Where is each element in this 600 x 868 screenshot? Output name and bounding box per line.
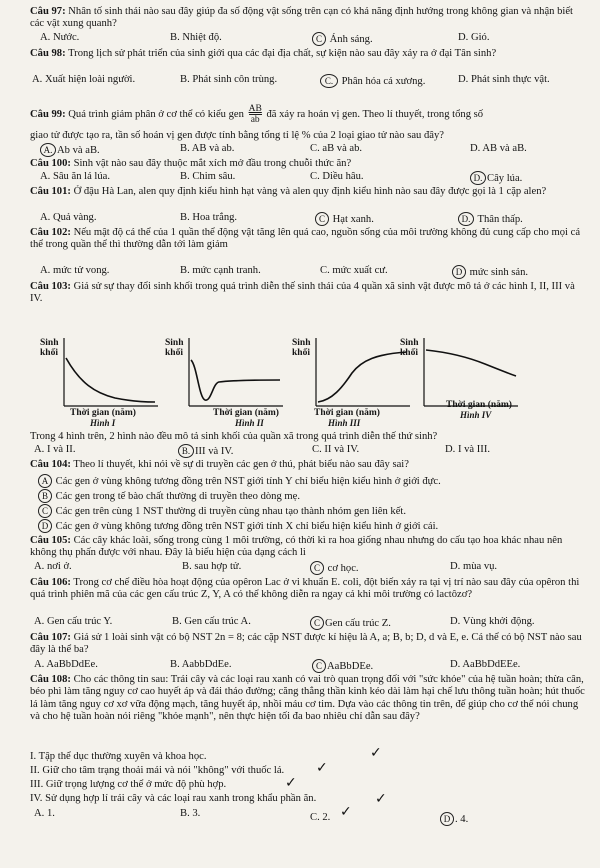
option-d[interactable]: D. I và III. xyxy=(445,444,491,455)
option-a[interactable] xyxy=(38,474,594,488)
option-text: III và IV. xyxy=(195,446,234,457)
answer-circle: C xyxy=(312,32,326,46)
chart-hinh-3 xyxy=(292,338,412,428)
question-98 xyxy=(30,48,586,60)
answer-circle: C xyxy=(312,659,326,673)
chart-hinh-4 xyxy=(400,338,520,423)
question-105 xyxy=(30,535,586,560)
y-label-line2: khối xyxy=(400,348,418,358)
question-text: Quá trình giảm phân ở cơ thể có kiểu gen xyxy=(68,108,244,120)
question-text: Nhân tố sinh thái nào sau đây giúp đa số động vật sống trên cạn có khả năng định hướng trong không gian và nhận biết các vật xung quanh? xyxy=(30,6,574,30)
option-d[interactable] xyxy=(38,519,594,533)
answer-circle: D xyxy=(440,812,454,826)
question-number: Câu 100: xyxy=(30,158,71,169)
answer-circle: B. xyxy=(178,444,194,458)
answer-circle: A. xyxy=(40,143,56,157)
answer-circle: C xyxy=(315,212,329,226)
option-c[interactable] xyxy=(310,616,391,630)
option-a[interactable]: A. Sâu ăn lá lúa. xyxy=(40,171,111,182)
question-100 xyxy=(30,158,586,170)
question-text-cont: đã xảy ra hoán vị gen. Theo lí thuyết, trong tổng số xyxy=(266,108,484,120)
option-text: mức sinh sản. xyxy=(469,267,529,278)
option-b[interactable]: B. 3. xyxy=(180,808,201,819)
question-106 xyxy=(30,577,586,602)
y-label-line2: khối xyxy=(40,348,58,358)
option-a[interactable]: A. Xuất hiện loài người. xyxy=(32,74,136,85)
option-b[interactable] xyxy=(178,444,233,458)
options-107 xyxy=(34,659,586,672)
options-100 xyxy=(40,171,586,184)
question-text: Ở đậu Hà Lan, alen quy định kiểu hình hạt vàng và alen quy định kiểu hình nào sau đây được gọi là 1 cặp alen? xyxy=(73,186,547,197)
question-text: Các cây khác loài, sống trong cùng 1 môi trường, có thời kì ra hoa giống nhau nhưng do cấu tạo hoa khác nhau nên không thụ phấn được với nhau. Đây là biểu hiện của dạng cách li xyxy=(30,535,563,559)
option-c[interactable]: C. Diều hâu. xyxy=(310,171,364,182)
option-b[interactable]: B. sau hợp tử. xyxy=(182,561,242,572)
y-label-line1: Sinh xyxy=(292,338,311,348)
option-text: . 4. xyxy=(455,814,469,825)
option-d[interactable]: D. AB và aB. xyxy=(470,143,527,154)
option-b[interactable]: B. Gen cấu trúc A. xyxy=(172,616,251,627)
answer-circle: C xyxy=(310,616,324,630)
option-c[interactable]: C. II và IV. xyxy=(312,444,360,455)
option-text: Phân hóa cá xương. xyxy=(341,76,426,87)
question-number: Câu 101: xyxy=(30,186,71,197)
option-d[interactable] xyxy=(452,265,528,279)
statement-1: I. Tập thể dục thường xuyên và khoa học. xyxy=(30,751,207,762)
option-text: Hạt xanh. xyxy=(332,214,374,225)
question-number: Câu 104: xyxy=(30,459,71,470)
answer-circle: C. xyxy=(320,74,338,88)
option-c[interactable] xyxy=(315,212,374,226)
option-c[interactable]: C. 2. xyxy=(310,812,331,823)
answer-circle: D. xyxy=(458,212,474,226)
option-c[interactable] xyxy=(312,659,373,673)
option-d[interactable] xyxy=(440,812,468,826)
option-text: Các gen ở vùng không tương đồng trên NST giới tính X chỉ biểu hiện kiểu hình ở giới cái. xyxy=(55,521,439,532)
option-text: AaBbDEe. xyxy=(327,661,374,672)
option-text: Gen cấu trúc Z. xyxy=(325,618,391,629)
answer-circle: D xyxy=(452,265,466,279)
option-a[interactable]: A. I và II. xyxy=(34,444,76,455)
option-b[interactable] xyxy=(38,489,594,503)
question-99 xyxy=(30,104,586,125)
option-b[interactable]: B. AabbDdEe. xyxy=(170,659,232,670)
statement-2: II. Giữ cho tâm trạng thoải mái và nói "không" với thuốc lá. xyxy=(30,765,285,776)
figure-label: Hình I xyxy=(90,418,116,428)
option-d[interactable]: D. Phát sinh thực vật. xyxy=(458,74,550,85)
y-label-line1: Sinh xyxy=(40,338,59,348)
option-d[interactable]: D. Vùng khởi động. xyxy=(450,616,535,627)
answer-circle: C xyxy=(38,504,52,518)
question-text: Sinh vật nào sau đây thuộc mắt xích mở đầu trong chuỗi thức ăn? xyxy=(73,158,352,169)
question-number: Câu 102: xyxy=(30,227,71,238)
option-text: Các gen trong tế bào chất thường di truyền theo dòng mẹ. xyxy=(55,491,301,502)
option-a[interactable]: A. Gen cấu trúc Y. xyxy=(34,616,113,627)
question-number: Câu 107: xyxy=(30,632,71,643)
question-104 xyxy=(30,459,586,471)
option-c[interactable]: C. aB và ab. xyxy=(310,143,363,154)
check-mark-icon: ✓ xyxy=(340,804,352,820)
series-line xyxy=(66,358,155,402)
option-text: cơ học. xyxy=(327,563,359,574)
option-a[interactable]: A. nơi ở. xyxy=(34,561,72,572)
option-b[interactable]: B. mức cạnh tranh. xyxy=(180,265,261,276)
options-101 xyxy=(40,212,586,225)
chart-hinh-1 xyxy=(40,338,160,428)
check-mark-icon: ✓ xyxy=(370,745,382,761)
question-103-text2: Trong 4 hình trên, 2 hình nào đều mô tả sinh khối của quần xã trong quá trình diễn thế thứ sinh? xyxy=(30,431,438,442)
option-d[interactable] xyxy=(470,171,522,185)
figure-label: Hình II xyxy=(235,418,264,428)
options-99 xyxy=(40,143,586,156)
y-label-line2: khối xyxy=(292,348,310,358)
answer-circle: D. xyxy=(470,171,486,185)
check-mark-icon: ✓ xyxy=(316,760,328,776)
option-c[interactable]: C. mức xuất cư. xyxy=(320,265,388,276)
question-number: Câu 105: xyxy=(30,535,71,546)
option-b[interactable]: B. Phát sinh côn trùng. xyxy=(180,74,278,85)
option-d[interactable] xyxy=(458,212,523,226)
question-number: Câu 106: xyxy=(30,577,71,588)
option-text: Các gen ở vùng không tương đồng trên NST giới tính Y chỉ biểu hiện kiểu hình ở giới đực. xyxy=(55,476,441,487)
question-number: Câu 98: xyxy=(30,48,66,59)
question-number: Câu 99: xyxy=(30,108,66,120)
figure-label: Hình III xyxy=(328,418,361,428)
fraction-numerator: AB xyxy=(248,104,262,114)
answer-circle: C xyxy=(310,561,324,575)
question-text: Giả sử 1 loài sinh vật có bộ NST 2n = 8; các cặp NST được kí hiệu là A, a; B, b; D, d và E, e. Cá thể có bộ NST nào sau đây là thể ba? xyxy=(30,632,582,656)
answer-circle: B xyxy=(38,489,52,503)
option-a[interactable] xyxy=(40,143,100,157)
x-axis-label: Thời gian (năm) xyxy=(213,408,279,418)
option-c[interactable] xyxy=(38,504,594,518)
statement-3: III. Giữ trọng lượng cơ thể ở mức độ phù hợp. xyxy=(30,779,227,790)
option-text: Thân thấp. xyxy=(477,214,523,225)
option-c[interactable] xyxy=(312,32,373,46)
question-text: Trong lịch sử phát triển của sinh giới qua các đại địa chất, sự kiện nào sau đây xảy ra ở đại Tân sinh? xyxy=(68,48,497,59)
x-axis-label: Thời gian (năm) xyxy=(446,400,512,410)
options-108 xyxy=(34,808,586,825)
question-text: Giả sử sự thay đổi sinh khối trong quá trình diễn thế sinh thái của 4 quần xã sinh vật được mô tả ở các hình I, II, III và IV. xyxy=(30,281,575,305)
option-b[interactable]: B. Hoa trắng. xyxy=(180,212,238,223)
options-97 xyxy=(40,32,586,45)
option-text: Ánh sáng. xyxy=(329,34,373,45)
option-text: Cây lúa. xyxy=(487,173,523,184)
option-text: Ab và aB. xyxy=(57,145,100,156)
option-a[interactable]: A. mức tử vong. xyxy=(40,265,110,276)
y-label-line1: Sinh xyxy=(165,338,184,348)
y-label-line1: Sinh xyxy=(400,338,419,348)
question-103 xyxy=(30,281,586,306)
chart-hinh-2 xyxy=(165,338,285,428)
options-98 xyxy=(32,74,586,87)
genotype-fraction xyxy=(249,104,262,125)
figure-label: Hình IV xyxy=(460,410,492,420)
series-line xyxy=(426,350,516,376)
option-a[interactable]: A. 1. xyxy=(34,808,55,819)
option-d[interactable]: D. mùa vụ. xyxy=(450,561,498,572)
option-a[interactable]: A. Quả vàng. xyxy=(40,212,97,223)
x-axis-label: Thời gian (năm) xyxy=(70,408,136,418)
question-text: Theo lí thuyết, khi nói về sự di truyền các gen ở thú, phát biểu nào sau đây sai? xyxy=(73,459,409,470)
answer-circle: D xyxy=(38,519,52,533)
check-mark-icon: ✓ xyxy=(375,791,387,807)
option-a[interactable]: A. Nước. xyxy=(40,32,80,43)
question-97 xyxy=(30,6,586,31)
option-a[interactable]: A. AaBbDdEe. xyxy=(34,659,98,670)
question-number: Câu 97: xyxy=(30,6,66,17)
answer-circle: A xyxy=(38,474,52,488)
option-b[interactable]: B. Chim sâu. xyxy=(180,171,236,182)
options-105 xyxy=(34,561,586,574)
fraction-denominator: ab xyxy=(250,115,260,125)
options-103 xyxy=(34,444,586,457)
question-101 xyxy=(30,186,586,198)
question-number: Câu 103: xyxy=(30,281,71,292)
option-b[interactable]: B. Nhiệt độ. xyxy=(170,32,222,43)
question-108 xyxy=(30,674,586,724)
series-line xyxy=(318,352,407,402)
option-d[interactable]: D. AaBbDdEEe. xyxy=(450,659,521,670)
question-text: Nếu mật độ cá thể của 1 quần thể động vật tăng lên quá cao, nguồn sống của môi trường không đủ cung cấp cho mọi cá thể trong quần thể thì thường dẫn tới làm giảm xyxy=(30,227,581,251)
question-number: Câu 108: xyxy=(30,674,71,685)
check-mark-icon: ✓ xyxy=(285,775,297,791)
statement-4: IV. Sử dụng hợp lí trái cây và các loại rau xanh trong khẩu phần ăn. xyxy=(30,793,317,804)
series-line xyxy=(191,360,280,400)
y-label-line2: khối xyxy=(165,348,183,358)
option-c[interactable] xyxy=(320,74,425,88)
options-102 xyxy=(40,265,586,278)
option-c[interactable] xyxy=(310,561,359,575)
question-102 xyxy=(30,227,586,252)
question-text: Trong cơ chế điều hòa hoạt động của opêron Lac ở vi khuẩn E. coli, đột biến xảy ra tại vị trí nào sau đây của opêron thì quá trình phiên mã của các gen cấu trúc Z, Y, A có thể không diễn ra ngay cả khi môi trường có lactôzơ? xyxy=(30,577,580,601)
question-107 xyxy=(30,632,586,657)
question-99-text2: giao tử được tạo ra, tần số hoán vị gen được tính bằng tổng tỉ lệ % của 2 loại giao tử nào sau đây? xyxy=(30,130,444,141)
question-text: Cho các thông tin sau: Trái cây và các loại rau xanh có vai trò quan trọng đối với "sức khỏe" của hệ tuần hoàn; thừa cân, béo phì làm tăng nguy cơ cao huyết áp và đái tháo đường; căng thẳng thần kinh kéo dài làm hại chế lưu thông tuần hoàn; hút thuốc lá làm tăng nguy cơ xơ vữa động mạch, tăng huyết áp, nhồi máu cơ tim. Dựa vào các thông tin trên, để giúp cho cơ thể nói chung và cho hệ tuần hoàn nói riêng "khỏe mạnh", nên thực hiện tối đa bao nhiêu chỉ dẫn sau đây? xyxy=(30,674,585,723)
option-b[interactable]: B. AB và ab. xyxy=(180,143,235,154)
options-106 xyxy=(34,616,586,629)
option-d[interactable]: D. Gió. xyxy=(458,32,490,43)
option-text: Các gen trên cùng 1 NST thường di truyền cùng nhau tạo thành nhóm gen liên kết. xyxy=(55,506,407,517)
x-axis-label: Thời gian (năm) xyxy=(314,408,380,418)
